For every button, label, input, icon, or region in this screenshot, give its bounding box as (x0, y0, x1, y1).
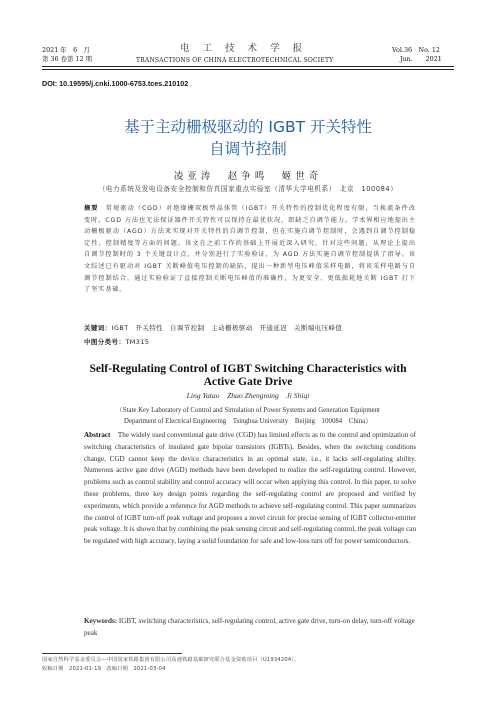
abstract-en-text: The widely used conventional gate drive (CGD) has limited effects as to the control and optimization of switching characteristics of insulated gate bipolar transistors (IGBTs). Besides, when the switching conditions change, CGD cannot keep the device characteristics in an optimal state, i.e., it lacks self-regulating ability. Numerous active gate drive (AGD) methods have been developed to realize the self-regulating control. However, problems such as control stability and control accuracy will occur when applying this control. In this paper, to solve these problems, three key design points regarding the self-regulating control are proposed and verified by experiments, which provide a reference for AGD methods to achieve self-regulating control. This paper summarizes the control of IGBT turn-off peak voltage and proposes a novel circuit for precise sensing of IGBT collector-emitter peak voltage. It is shown that by combining the peak sensing circuit and self-regulating control, the peak voltage can be regulated with high accuracy, laying a solid foundation for safe and low-loss turn off for power semiconductors. (84, 431, 416, 546)
abstract-cn-label: 摘要 (84, 205, 99, 212)
footnote-rule (42, 653, 182, 654)
volume-en: Vol.36 No. 12 (392, 46, 440, 54)
clc-value: TM315 (125, 338, 150, 346)
keywords-cn-label: 关键词： (84, 324, 112, 332)
received-dates: 收稿日期 2021-01-19 改稿日期 2021-03-04 (42, 666, 166, 672)
affiliation-en-line2: Department of Electrical Engineering Tsinghua University Beijing 100084 China） (124, 418, 372, 425)
doi: DOI: 10.19595/j.cnki.1000-6753.tces.210102 (42, 79, 189, 88)
header-rule-thin (42, 69, 454, 70)
keywords-en-text: IGBT, switching characteristics, self-regulating control, active gate drive, turn-on delay, turn-off voltage peak (84, 617, 415, 637)
clc-number (84, 337, 424, 346)
title-cn-line2: 自调节控制 (209, 140, 287, 158)
keywords-cn-text: IGBT 开关特性 自调节控制 主动栅极驱动 开通延迟 关断端电压峰值 (111, 324, 343, 332)
issue-date-en: Jun. 2021 (400, 55, 442, 63)
authors-en: Ling Yatao Zhao Zhengming Ji Shiqi (186, 391, 310, 400)
funding-note: 国家自然科学基金委员会—中国国家铁路集团有限公司高速铁路基础研究联合基金资助项目（U1934204）。 (42, 657, 300, 663)
keywords-en-label: Keywords: (84, 617, 118, 625)
keywords-cn (84, 323, 424, 332)
volume-cn: 第 36 卷第 12 期 (42, 55, 92, 63)
abstract-cn-text: 常规驱动（CGD）对绝缘栅双极型晶体管（IGBT）开关特性的控制优化程度有限，当换流条件改变时，CGD 方法也无法保证器件开关特性可以保持在最优状况，即缺乏自调节能力。学术界相应地提出主动栅极驱动（AGD）方法来实现对开关特性的自调节控制，但在实施自调节控制时，会遇到自调节控制稳定性、控制精度等方面的问题。该文在之前工作的基础上开展近深入研究，针对这些问题，从理论上提出自调节控制时的 3 个关键设计点，并分别进行了实验验证，为 AGD 方法实施自调节控制提供了指导。该文综述已有驱动对 IGBT 关断峰值电压控制的缺陷，提出一种新型电压峰值采样电路，将该采样电路与自调节控制结合，通过实验验证了直接控制关断电压峰值的准确性，为更安全、更低损耗地关断 IGBT 打下了坚实基础。 (84, 205, 416, 294)
clc-label: 中图分类号： (84, 338, 126, 346)
header-rule-thick (42, 66, 454, 67)
journal-name-en: TRANSACTIONS OF CHINA ELECTROTECHNICAL SOCIETY (136, 57, 334, 64)
affiliation-cn: （电力系统及发电设备安全控制和仿真国家重点实验室（清华大学电机系） 北京 100084） (98, 185, 398, 193)
journal-name-cn: 电 工 技 术 学 报 (180, 43, 308, 54)
title-en-line1: Self-Regulating Control of IGBT Switching Characteristics with (89, 362, 407, 375)
authors-cn: 凌亚涛 赵争鸣 姬世奇 (173, 171, 323, 182)
abstract-cn (84, 203, 416, 296)
issue-date-cn: 2021 年 6 月 (42, 46, 90, 54)
abstract-en-label: Abstract (84, 431, 111, 439)
title-en-line2: Active Gate Drive (203, 375, 293, 388)
abstract-en (84, 430, 416, 548)
affiliation-en-line1: （State Key Laboratory of Control and Simulation of Power Systems and Generation Equipment (116, 407, 380, 414)
title-cn-line1: 基于主动栅极驱动的 IGBT 开关特性 (123, 118, 373, 136)
keywords-en (84, 616, 416, 640)
